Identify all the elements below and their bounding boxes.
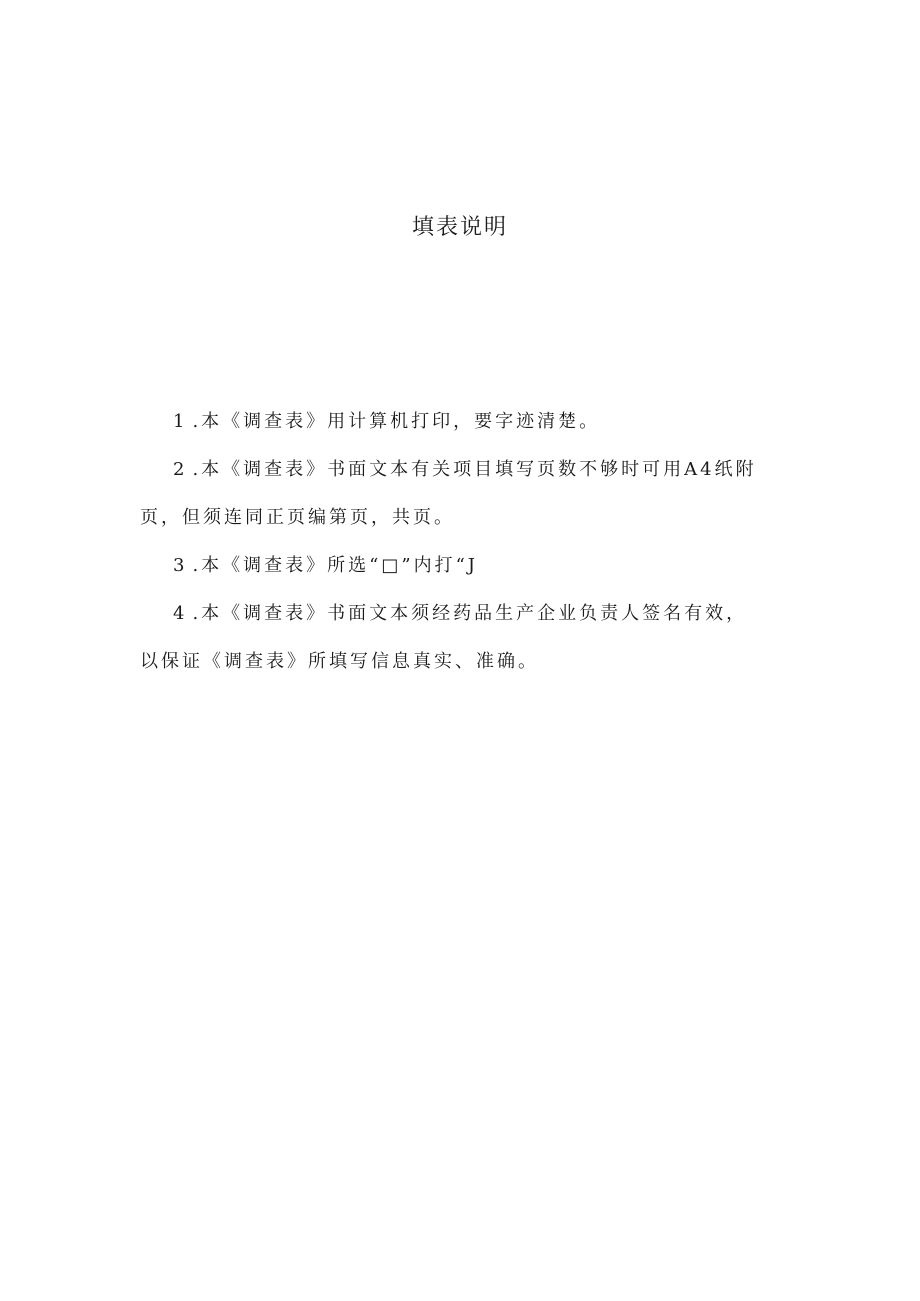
item-text: 以保证《调查表》所填写信息真实、准确。	[140, 651, 539, 672]
page-title: 填表说明	[411, 215, 508, 240]
item-number: 4	[173, 603, 185, 624]
instruction-item-3	[140, 551, 813, 577]
instruction-item-2	[140, 455, 813, 481]
item-number: 3	[173, 555, 185, 576]
item-number: 1	[173, 411, 185, 432]
item-text: .本《调查表》书面文本须经药品生产企业负责人签名有效，	[192, 603, 748, 624]
instruction-item-4	[140, 599, 813, 625]
item-text: .本《调查表》所选“□”内打“J	[192, 555, 479, 576]
instruction-item-4-continuation	[140, 647, 780, 673]
item-number: 2	[173, 459, 185, 480]
item-text: 页，但须连同正页编第页，共页。	[140, 507, 455, 528]
item-text: .本《调查表》书面文本有关项目填写页数不够时可用A4纸附	[192, 459, 757, 480]
instruction-item-2-continuation	[140, 503, 780, 529]
item-text: .本《调查表》用计算机打印，要字迹清楚。	[192, 411, 601, 432]
instruction-item-1	[140, 407, 813, 433]
